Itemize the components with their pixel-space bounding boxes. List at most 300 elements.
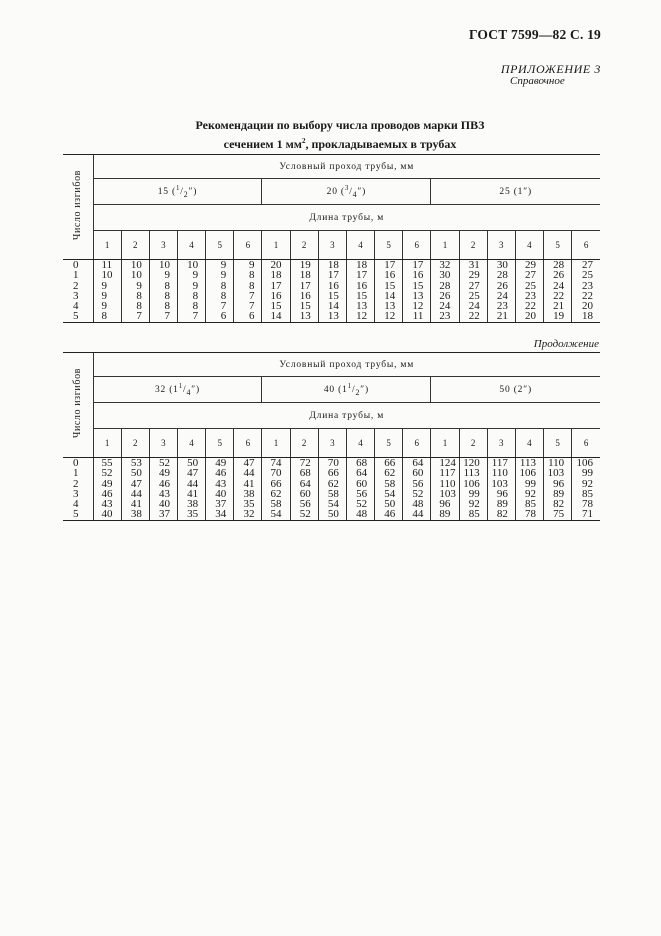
wire-count: 22 — [553, 289, 565, 302]
length-col-header: 2 — [121, 231, 149, 260]
wire-count: 7 — [192, 310, 199, 323]
wire-count: 16 — [384, 269, 396, 282]
value-column — [346, 260, 374, 323]
wire-count: 12 — [356, 310, 368, 323]
length-col-header: 3 — [318, 429, 346, 458]
wire-count: 10 — [158, 259, 170, 271]
length-col-header: 1 — [93, 429, 121, 458]
wire-count: 56 — [356, 487, 368, 500]
wire-count: 8 — [101, 310, 107, 323]
value-column — [346, 458, 374, 521]
bend-count: 4 — [73, 498, 79, 511]
wire-count: 66 — [270, 477, 282, 490]
wire-count: 85 — [525, 498, 536, 511]
wire-count: 110 — [439, 477, 456, 490]
wire-count: 117 — [491, 457, 508, 469]
wire-count: 99 — [525, 477, 536, 490]
diameter-25: 25 (1″) — [431, 179, 600, 205]
length-col-header: 4 — [346, 231, 374, 260]
wire-count-table-1 — [63, 154, 600, 323]
wire-count: 19 — [299, 259, 311, 271]
wire-count: 24 — [439, 300, 451, 313]
wire-count: 18 — [270, 269, 282, 282]
length-col-header: 6 — [403, 429, 431, 458]
length-col-header: 4 — [177, 231, 205, 260]
wire-count: 47 — [187, 467, 199, 480]
bend-count: 1 — [73, 269, 79, 282]
length-col-header: 1 — [431, 231, 459, 260]
wire-count: 52 — [356, 498, 368, 511]
wire-count: 72 — [299, 457, 311, 469]
wire-count: 24 — [468, 300, 480, 313]
wire-count: 89 — [496, 498, 508, 511]
wire-count: 13 — [327, 310, 339, 323]
value-column — [177, 260, 205, 323]
wire-count: 47 — [243, 457, 255, 469]
wire-count: 10 — [130, 259, 142, 271]
wire-count: 106 — [519, 467, 536, 480]
length-col-header: 2 — [459, 429, 487, 458]
wire-count: 92 — [468, 498, 480, 511]
wire-count: 41 — [243, 477, 255, 490]
length-col-header: 5 — [206, 231, 234, 260]
length-col-header: 1 — [93, 231, 121, 260]
wire-count: 24 — [553, 279, 565, 292]
value-column — [403, 260, 431, 323]
wire-count: 14 — [327, 300, 339, 313]
wire-count: 62 — [327, 477, 339, 490]
length-col-header: 6 — [234, 429, 262, 458]
wire-count: 117 — [439, 467, 456, 480]
wire-count: 62 — [384, 467, 396, 480]
wire-count: 9 — [192, 269, 199, 282]
wire-count: 28 — [553, 259, 565, 271]
appendix-subtitle: Справочное — [510, 75, 565, 87]
wire-count: 8 — [192, 289, 199, 302]
appendix-title: ПРИЛОЖЕНИЕ 3 — [500, 62, 601, 76]
wire-count: 43 — [101, 498, 113, 511]
wire-count: 9 — [220, 259, 227, 271]
wire-count: 17 — [270, 279, 282, 292]
wire-count-table-2 — [63, 352, 600, 521]
bend-count: 5 — [73, 508, 79, 521]
continuation-label: Продолжение — [533, 338, 599, 350]
wire-count: 56 — [299, 498, 311, 511]
diameter-50: 50 (2″) — [431, 377, 600, 403]
wire-count: 27 — [468, 279, 480, 292]
wire-count: 8 — [220, 289, 227, 302]
wire-count: 11 — [101, 259, 113, 271]
wire-count: 41 — [130, 498, 142, 511]
wire-count: 16 — [327, 279, 339, 292]
wire-count: 8 — [136, 300, 142, 313]
value-column — [93, 458, 121, 521]
value-column — [572, 260, 600, 323]
wire-count: 75 — [553, 508, 565, 521]
wire-count: 17 — [299, 279, 311, 292]
value-column — [93, 260, 121, 323]
wire-count: 54 — [384, 487, 396, 500]
value-column — [459, 260, 487, 323]
wire-count: 22 — [468, 310, 480, 323]
wire-count: 9 — [220, 269, 227, 282]
wire-count: 38 — [130, 508, 142, 521]
wire-count: 53 — [130, 457, 142, 469]
value-column — [431, 458, 459, 521]
wire-count: 113 — [519, 457, 536, 469]
wire-count: 15 — [384, 279, 396, 292]
length-col-header: 4 — [515, 231, 543, 260]
wire-count: 85 — [468, 508, 480, 521]
value-column — [459, 458, 487, 521]
length-col-header: 6 — [572, 429, 600, 458]
wire-count: 20 — [582, 300, 593, 313]
wire-count: 46 — [158, 477, 170, 490]
length-col-header: 4 — [177, 429, 205, 458]
wire-count: 10 — [130, 269, 142, 282]
wire-count: 18 — [582, 310, 593, 323]
wire-count: 46 — [101, 487, 113, 500]
bends-header: Число изгибов — [63, 155, 93, 260]
wire-count: 22 — [525, 300, 536, 313]
wire-count: 38 — [187, 498, 199, 511]
value-column — [318, 458, 346, 521]
wire-count: 25 — [525, 279, 536, 292]
value-column — [515, 260, 543, 323]
length-col-header: 5 — [375, 429, 403, 458]
wire-count: 96 — [553, 477, 565, 490]
wire-count: 54 — [327, 498, 339, 511]
wire-count: 10 — [101, 269, 113, 282]
value-column — [262, 458, 290, 521]
wire-count: 74 — [270, 457, 282, 469]
wire-count: 8 — [164, 289, 170, 302]
value-column — [431, 260, 459, 323]
passage-header: Условный проход трубы, мм — [93, 155, 600, 179]
length-col-header: 6 — [403, 231, 431, 260]
wire-count: 9 — [164, 269, 170, 282]
value-column — [544, 458, 572, 521]
wire-count: 34 — [215, 508, 227, 521]
length-header: Длина трубы, м — [93, 205, 600, 231]
wire-count: 52 — [158, 457, 170, 469]
wire-count: 50 — [384, 498, 396, 511]
wire-count: 48 — [356, 508, 368, 521]
wire-count: 49 — [158, 467, 170, 480]
wire-count: 15 — [412, 279, 424, 292]
wire-count: 82 — [553, 498, 565, 511]
wire-count: 54 — [270, 508, 282, 521]
wire-count: 11 — [412, 310, 424, 323]
wire-count: 70 — [270, 467, 282, 480]
wire-count: 52 — [412, 487, 424, 500]
value-column — [121, 458, 149, 521]
length-col-header: 3 — [487, 429, 515, 458]
value-column — [290, 458, 318, 521]
table-title — [60, 117, 620, 152]
wire-count: 49 — [215, 457, 227, 469]
wire-count: 124 — [439, 457, 456, 469]
wire-count: 110 — [491, 467, 508, 480]
value-column — [262, 260, 290, 323]
wire-count: 56 — [412, 477, 424, 490]
length-col-header: 5 — [206, 429, 234, 458]
wire-count: 106 — [576, 457, 593, 469]
wire-count: 13 — [356, 300, 368, 313]
length-col-header: 5 — [544, 429, 572, 458]
wire-count: 17 — [412, 259, 424, 271]
wire-count: 24 — [496, 289, 508, 302]
wire-count: 31 — [468, 259, 480, 271]
wire-count: 32 — [243, 508, 255, 521]
wire-count: 29 — [525, 259, 536, 271]
wire-count: 96 — [496, 487, 508, 500]
wire-count: 96 — [439, 498, 451, 511]
wire-count: 64 — [299, 477, 311, 490]
wire-count: 43 — [158, 487, 170, 500]
title-line-2: сечением 1 $мм^2$, прокладываемых в трубах — [223, 137, 457, 151]
wire-count: 16 — [412, 269, 424, 282]
bends-header: Число изгибов — [63, 353, 93, 458]
bend-count: 3 — [73, 289, 79, 302]
wire-count: 103 — [547, 467, 565, 480]
length-col-header: 2 — [290, 429, 318, 458]
wire-count: 9 — [192, 279, 199, 292]
value-column — [290, 260, 318, 323]
wire-count: 6 — [220, 310, 227, 323]
wire-count: 7 — [220, 300, 227, 313]
wire-count: 68 — [299, 467, 311, 480]
wire-count: 17 — [384, 259, 396, 271]
wire-count: 71 — [582, 508, 593, 521]
wire-count: 18 — [327, 259, 339, 271]
wire-count: 9 — [101, 279, 107, 292]
wire-count: 60 — [356, 477, 368, 490]
wire-count: 70 — [327, 457, 339, 469]
length-col-header: 5 — [375, 231, 403, 260]
diameter-20: 20 $(^3/_4'')$ — [262, 179, 431, 205]
wire-count: 13 — [384, 300, 396, 313]
diameter-15: 15 $(^1/_2'')$ — [93, 179, 262, 205]
wire-count: 92 — [525, 487, 536, 500]
wire-count: 55 — [101, 457, 113, 469]
wire-count: 43 — [215, 477, 227, 490]
diameter-40: 40 $(1^1/_2'')$ — [262, 377, 431, 403]
wire-count: 103 — [491, 477, 508, 490]
wire-count: 8 — [248, 279, 255, 292]
wire-count: 15 — [270, 300, 282, 313]
wire-count: 7 — [248, 300, 255, 313]
value-column — [318, 260, 346, 323]
wire-count: 18 — [299, 269, 311, 282]
value-column — [149, 260, 177, 323]
wire-count: 110 — [548, 457, 565, 469]
wire-count: 85 — [582, 487, 593, 500]
length-col-header: 6 — [234, 231, 262, 260]
wire-count: 46 — [215, 467, 227, 480]
wire-count: 49 — [101, 477, 113, 490]
bend-count: 0 — [73, 259, 79, 271]
wire-count: 50 — [187, 457, 199, 469]
wire-count: 68 — [356, 457, 368, 469]
wire-count: 10 — [187, 259, 199, 271]
wire-count: 50 — [327, 508, 339, 521]
wire-count: 30 — [439, 269, 451, 282]
diameter-32: 32 $(1^1/_4'')$ — [93, 377, 262, 403]
length-col-header: 5 — [544, 231, 572, 260]
bend-count: 5 — [73, 310, 79, 323]
wire-count: 8 — [248, 269, 255, 282]
wire-count: 99 — [582, 467, 593, 480]
wire-count: 18 — [356, 259, 368, 271]
wire-count: 60 — [299, 487, 311, 500]
wire-count: 26 — [496, 279, 508, 292]
wire-count: 52 — [299, 508, 311, 521]
wire-count: 9 — [248, 259, 255, 271]
wire-count: 60 — [412, 467, 424, 480]
wire-count: 12 — [412, 300, 424, 313]
value-column — [234, 260, 262, 323]
wire-count: 89 — [553, 487, 565, 500]
wire-count: 15 — [356, 289, 368, 302]
bend-count: 2 — [73, 477, 79, 490]
wire-count: 8 — [136, 289, 142, 302]
wire-count: 12 — [384, 310, 396, 323]
bend-count: 3 — [73, 487, 79, 500]
wire-count: 40 — [158, 498, 170, 511]
wire-count: 27 — [582, 259, 593, 271]
value-column — [515, 458, 543, 521]
wire-count: 50 — [130, 467, 142, 480]
wire-count: 48 — [412, 498, 424, 511]
wire-count: 17 — [327, 269, 339, 282]
wire-count: 20 — [525, 310, 536, 323]
length-col-header: 4 — [515, 429, 543, 458]
wire-count: 38 — [243, 487, 255, 500]
wire-count: 17 — [356, 269, 368, 282]
wire-count: 99 — [468, 487, 480, 500]
wire-count: 58 — [270, 498, 282, 511]
wire-count: 44 — [243, 467, 255, 480]
wire-count: 16 — [356, 279, 368, 292]
wire-count: 103 — [439, 487, 456, 500]
bends-values — [63, 260, 93, 323]
value-column — [572, 458, 600, 521]
length-header: Длина трубы, м — [93, 403, 600, 429]
length-col-header: 6 — [572, 231, 600, 260]
length-col-header: 2 — [121, 429, 149, 458]
wire-count: 30 — [496, 259, 508, 271]
wire-count: 6 — [248, 310, 255, 323]
wire-count: 13 — [299, 310, 311, 323]
wire-count: 40 — [215, 487, 227, 500]
wire-count: 26 — [553, 269, 565, 282]
bends-values — [63, 458, 93, 521]
wire-count: 41 — [187, 487, 199, 500]
wire-count: 19 — [553, 310, 565, 323]
wire-count: 35 — [243, 498, 255, 511]
length-col-header: 3 — [149, 429, 177, 458]
wire-count: 9 — [101, 289, 107, 302]
length-col-header: 3 — [487, 231, 515, 260]
wire-count: 28 — [439, 279, 451, 292]
length-col-header: 1 — [262, 429, 290, 458]
length-col-header: 4 — [346, 429, 374, 458]
wire-count: 7 — [248, 289, 255, 302]
wire-count: 106 — [463, 477, 480, 490]
wire-count: 29 — [468, 269, 480, 282]
wire-count: 120 — [463, 457, 480, 469]
wire-count: 8 — [220, 279, 227, 292]
wire-count: 21 — [496, 310, 508, 323]
wire-count: 27 — [525, 269, 536, 282]
value-column — [375, 458, 403, 521]
wire-count: 7 — [164, 310, 170, 323]
length-col-header: 2 — [290, 231, 318, 260]
wire-count: 14 — [270, 310, 282, 323]
wire-count: 44 — [187, 477, 199, 490]
wire-count: 25 — [468, 289, 480, 302]
wire-count: 78 — [582, 498, 593, 511]
wire-count: 58 — [327, 487, 339, 500]
wire-count: 64 — [356, 467, 368, 480]
wire-count: 16 — [299, 289, 311, 302]
wire-count: 8 — [164, 300, 170, 313]
wire-count: 113 — [463, 467, 480, 480]
wire-count: 40 — [101, 508, 113, 521]
wire-count: 14 — [384, 289, 396, 302]
wire-count: 35 — [187, 508, 199, 521]
length-col-header: 3 — [149, 231, 177, 260]
wire-count: 78 — [525, 508, 536, 521]
title-line-1: Рекомендации по выбору числа проводов марки ПВЗ — [195, 118, 485, 132]
value-column — [206, 260, 234, 323]
wire-count: 23 — [439, 310, 451, 323]
wire-count: 23 — [496, 300, 508, 313]
bend-count: 0 — [73, 457, 79, 469]
wire-count: 58 — [384, 477, 396, 490]
wire-count: 66 — [327, 467, 339, 480]
value-column — [487, 260, 515, 323]
wire-count: 62 — [270, 487, 282, 500]
wire-count: 16 — [270, 289, 282, 302]
wire-count: 32 — [439, 259, 451, 271]
value-column — [403, 458, 431, 521]
value-column — [544, 260, 572, 323]
value-column — [487, 458, 515, 521]
document-header: ГОСТ 7599—82 С. 19 — [468, 27, 601, 42]
wire-count: 47 — [130, 477, 142, 490]
wire-count: 21 — [553, 300, 565, 313]
table-row — [63, 260, 600, 323]
bend-count: 4 — [73, 300, 79, 313]
wire-count: 37 — [158, 508, 170, 521]
bend-count: 2 — [73, 279, 79, 292]
wire-count: 22 — [582, 289, 593, 302]
wire-count: 23 — [582, 279, 593, 292]
value-column — [234, 458, 262, 521]
wire-count: 28 — [496, 269, 508, 282]
wire-count: 46 — [384, 508, 396, 521]
table-row — [63, 458, 600, 521]
wire-count: 20 — [270, 259, 282, 271]
length-col-header: 1 — [431, 429, 459, 458]
wire-count: 89 — [439, 508, 451, 521]
value-column — [375, 260, 403, 323]
wire-count: 23 — [525, 289, 536, 302]
bend-count: 1 — [73, 467, 79, 480]
value-column — [121, 260, 149, 323]
